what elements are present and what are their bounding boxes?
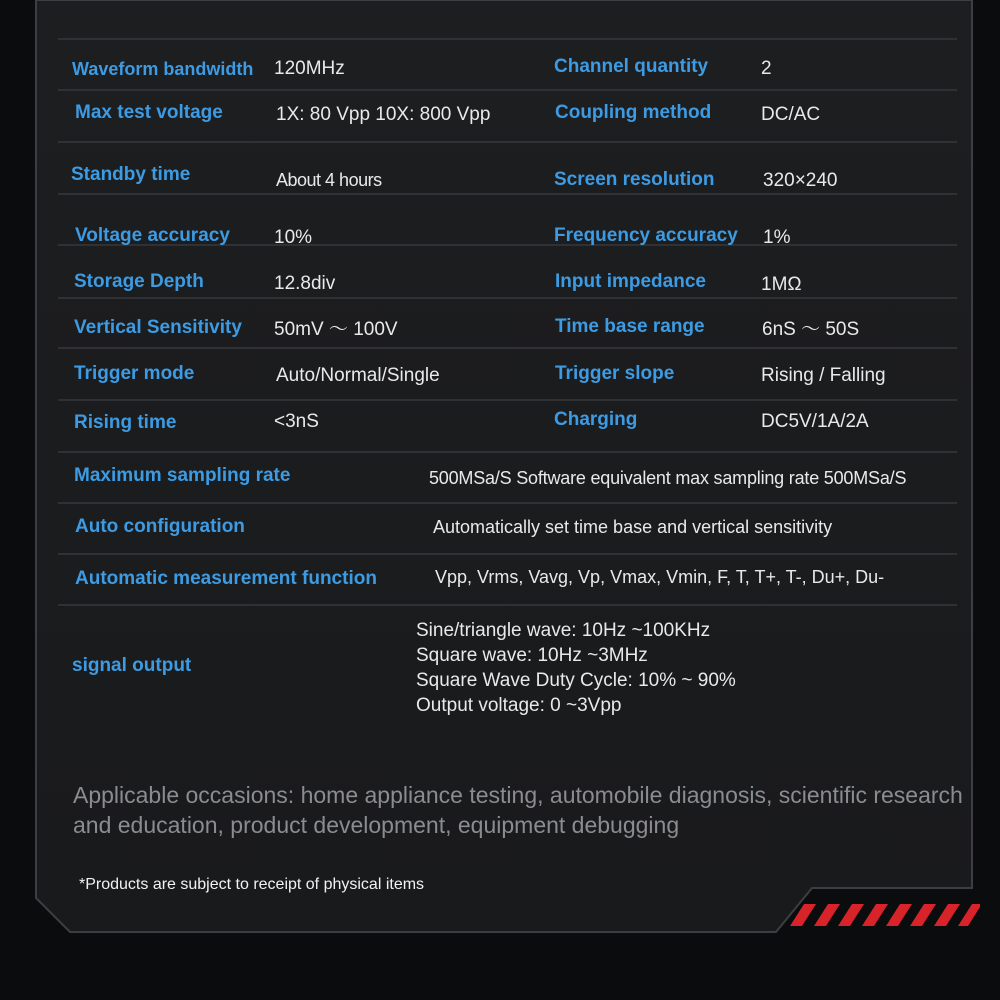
divider <box>58 502 957 504</box>
spec-label-storage-depth: Storage Depth <box>74 271 204 292</box>
spec-label-rising-time: Rising time <box>74 412 177 433</box>
spec-label-time-base-range: Time base range <box>555 316 705 337</box>
spec-value-auto-configuration: Automatically set time base and vertical sensitivity <box>433 517 833 537</box>
spec-value-rising-time: <3nS <box>274 411 319 432</box>
signal-output-line: Square wave: 10Hz ~3MHz <box>416 645 648 666</box>
spec-label-screen-resolution: Screen resolution <box>554 169 715 190</box>
divider <box>58 451 957 453</box>
spec-label-coupling-method: Coupling method <box>555 102 712 123</box>
spec-label-channel-quantity: Channel quantity <box>554 56 709 77</box>
spec-label-auto-measurement: Automatic measurement function <box>75 568 377 589</box>
spec-value-input-impedance: 1MΩ <box>761 274 802 295</box>
spec-value-max-test-voltage: 1X: 80 Vpp 10X: 800 Vpp <box>276 104 491 125</box>
spec-label-signal-output: signal output <box>72 655 192 676</box>
applicable-occasions: Applicable occasions: home appliance testing, automobile diagnosis, scientific research and education, product development, equipment debugging <box>73 782 963 838</box>
signal-output-line: Output voltage: 0 ~3Vpp <box>416 695 622 716</box>
spec-label-vertical-sensitivity: Vertical Sensitivity <box>74 317 242 338</box>
spec-label-trigger-mode: Trigger mode <box>74 363 195 384</box>
divider <box>58 553 957 555</box>
divider <box>58 89 957 91</box>
divider <box>58 399 957 401</box>
spec-label-charging: Charging <box>554 409 638 430</box>
spec-value-screen-resolution: 320×240 <box>763 170 838 191</box>
divider <box>58 297 957 299</box>
spec-label-input-impedance: Input impedance <box>555 271 706 292</box>
disclaimer-note: *Products are subject to receipt of physical items <box>79 876 425 893</box>
spec-value-waveform-bandwidth: 120MHz <box>274 58 345 79</box>
spec-value-auto-measurement: Vpp, Vrms, Vavg, Vp, Vmax, Vmin, F, T, T+, T-, Du+, Du- <box>435 567 885 587</box>
signal-output-line: Sine/triangle wave: 10Hz ~100KHz <box>416 620 711 641</box>
divider <box>58 38 957 40</box>
spec-label-standby-time: Standby time <box>71 164 191 185</box>
spec-value-vertical-sensitivity: 50mV ～ 100V <box>274 319 398 340</box>
spec-label-trigger-slope: Trigger slope <box>555 363 675 384</box>
spec-label-waveform-bandwidth: Waveform bandwidth <box>72 59 254 79</box>
spec-value-standby-time: About 4 hours <box>276 170 382 190</box>
signal-output-line: Square Wave Duty Cycle: 10% ~ 90% <box>416 670 736 691</box>
spec-value-trigger-mode: Auto/Normal/Single <box>276 365 440 386</box>
spec-value-trigger-slope: Rising / Falling <box>761 365 886 386</box>
stripe-decoration <box>790 904 980 926</box>
spec-value-frequency-accuracy: 1% <box>763 227 791 248</box>
spec-value-charging: DC5V/1A/2A <box>761 411 869 432</box>
spec-label-max-test-voltage: Max test voltage <box>75 102 223 123</box>
spec-value-signal-output <box>416 618 736 718</box>
spec-value-storage-depth: 12.8div <box>274 273 336 294</box>
spec-label-voltage-accuracy: Voltage accuracy <box>75 225 230 246</box>
spec-value-channel-quantity: 2 <box>761 58 772 79</box>
spec-label-auto-configuration: Auto configuration <box>75 516 245 537</box>
divider <box>58 141 957 143</box>
spec-value-time-base-range: 6nS ～ 50S <box>762 319 860 340</box>
spec-value-coupling-method: DC/AC <box>761 104 821 125</box>
divider <box>58 347 957 349</box>
spec-value-voltage-accuracy: 10% <box>274 227 313 248</box>
spec-label-max-sampling-rate: Maximum sampling rate <box>74 465 291 486</box>
spec-label-frequency-accuracy: Frequency accuracy <box>554 225 738 246</box>
divider <box>58 193 957 195</box>
divider <box>58 604 957 606</box>
spec-value-max-sampling-rate: 500MSa/S Software equivalent max sampling rate 500MSa/S <box>429 468 907 488</box>
